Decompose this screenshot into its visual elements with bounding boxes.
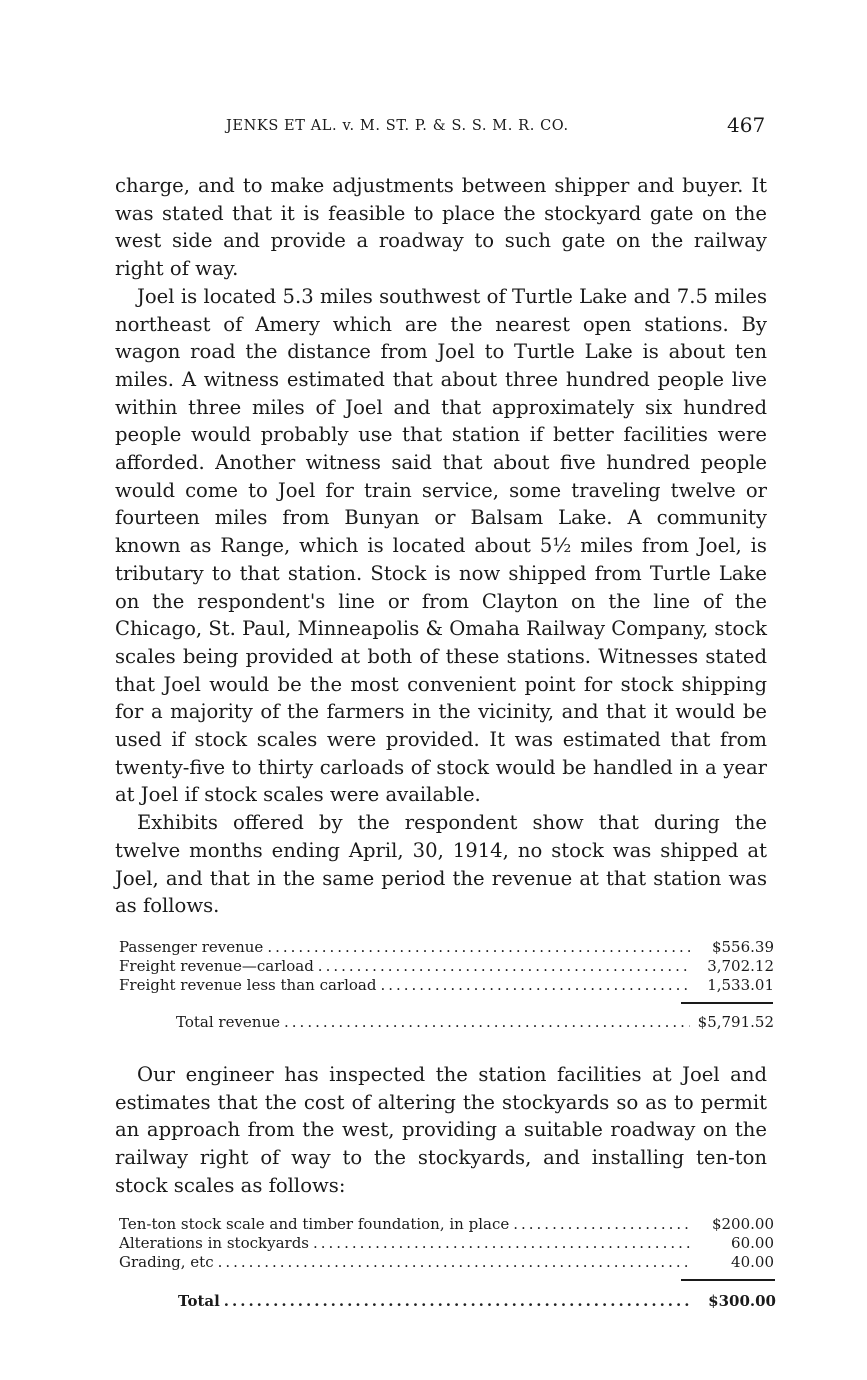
row-label: Passenger revenue (119, 938, 264, 956)
total-amount: $5,791.52 (697, 1013, 774, 1031)
paragraph-4: Our engineer has inspected the station facilities at Joel and estimates that the cost of altering the stockyards so as to permit an approach from the west, providing a suitable roadway on the railway right of way to the stockyards, and installing ten-ton stock scales as follows: (115, 1063, 767, 1197)
row-label: Ten-ton stock scale and timber foundation, in place (119, 1215, 510, 1233)
leader-dots (380, 976, 690, 995)
total-label: Total revenue (176, 1013, 281, 1031)
leader-dots (218, 1253, 690, 1272)
table-row (119, 1253, 774, 1272)
revenue-total (176, 1013, 774, 1032)
table-row (119, 957, 774, 976)
body-text-lower (115, 1061, 767, 1200)
row-label: Freight revenue less than carload (119, 976, 377, 994)
leader-dots (313, 1234, 690, 1253)
body-text-upper (115, 172, 767, 920)
leader-dots (513, 1215, 690, 1234)
running-head: JENKS ET AL. v. M. ST. P. & S. S. M. R. CO. (226, 118, 569, 134)
total-row (176, 1013, 774, 1032)
cost-table (119, 1215, 774, 1272)
row-amount: 3,702.12 (707, 957, 774, 975)
paragraph-2: Joel is located 5.3 miles southwest of Turtle Lake and 7.5 miles northeast of Amery which are the nearest open stations. By wagon road the distance from Joel to Turtle Lake is about ten miles. A witness estimated that about three hundred people live within three miles of Joel and that approximately six hundred people would probably use that station if better facilities were afforded. Another witness said that about five hundred people would come to Joel for train service, some traveling twelve or fourteen miles from Bunyan or Balsam Lake. A community known as Range, which is located about 5½ miles from Joel, is tributary to that station. Stock is now shipped from Turtle Lake on the respondent's line or from Clayton on the line of the Chicago, St. Paul, Minneapolis & Omaha Railway Company, stock scales being provided at both of these stations. Witnesses stated that Joel would be the most convenient point for stock shipping for a majority of the farmers in the vicinity, and that it would be used if stock scales were provided. It was estimated that from twenty-five to thirty carloads of stock would be handled in a year at Joel if stock scales were available. (115, 284, 767, 807)
revenue-table (119, 938, 774, 995)
leader-dots (318, 957, 690, 976)
sum-rule (681, 1002, 773, 1004)
row-amount: $200.00 (711, 1215, 774, 1233)
leader-dots (267, 938, 690, 957)
table-row (119, 938, 774, 957)
table-row (119, 1215, 774, 1234)
table-row (119, 976, 774, 995)
total-label: Total (178, 1292, 220, 1310)
table-row (119, 1234, 774, 1253)
leader-dots (224, 1292, 692, 1311)
total-amount: $300.00 (708, 1292, 776, 1310)
page-number: 467 (727, 113, 766, 137)
row-amount: $556.39 (711, 938, 774, 956)
row-label: Alterations in stockyards (119, 1234, 309, 1252)
row-amount: 1,533.01 (707, 976, 774, 994)
leader-dots (284, 1013, 690, 1032)
row-amount: 60.00 (731, 1234, 774, 1252)
total-row (178, 1292, 776, 1311)
row-amount: 40.00 (731, 1253, 774, 1271)
row-label: Grading, etc (119, 1253, 214, 1271)
paragraph-1: charge, and to make adjustments between shipper and buyer. It was stated that it is feasible to place the stockyard gate on the west side and provide a roadway to such gate on the railway right of way. (115, 174, 767, 281)
sum-rule (681, 1279, 775, 1281)
cost-total (178, 1292, 776, 1311)
row-label: Freight revenue—carload (119, 957, 314, 975)
paragraph-3: Exhibits offered by the respondent show that during the twelve months ending April, 30, 1914, no stock was shipped at Joel, and that in the same period the revenue at that station was as follows. (115, 811, 767, 918)
